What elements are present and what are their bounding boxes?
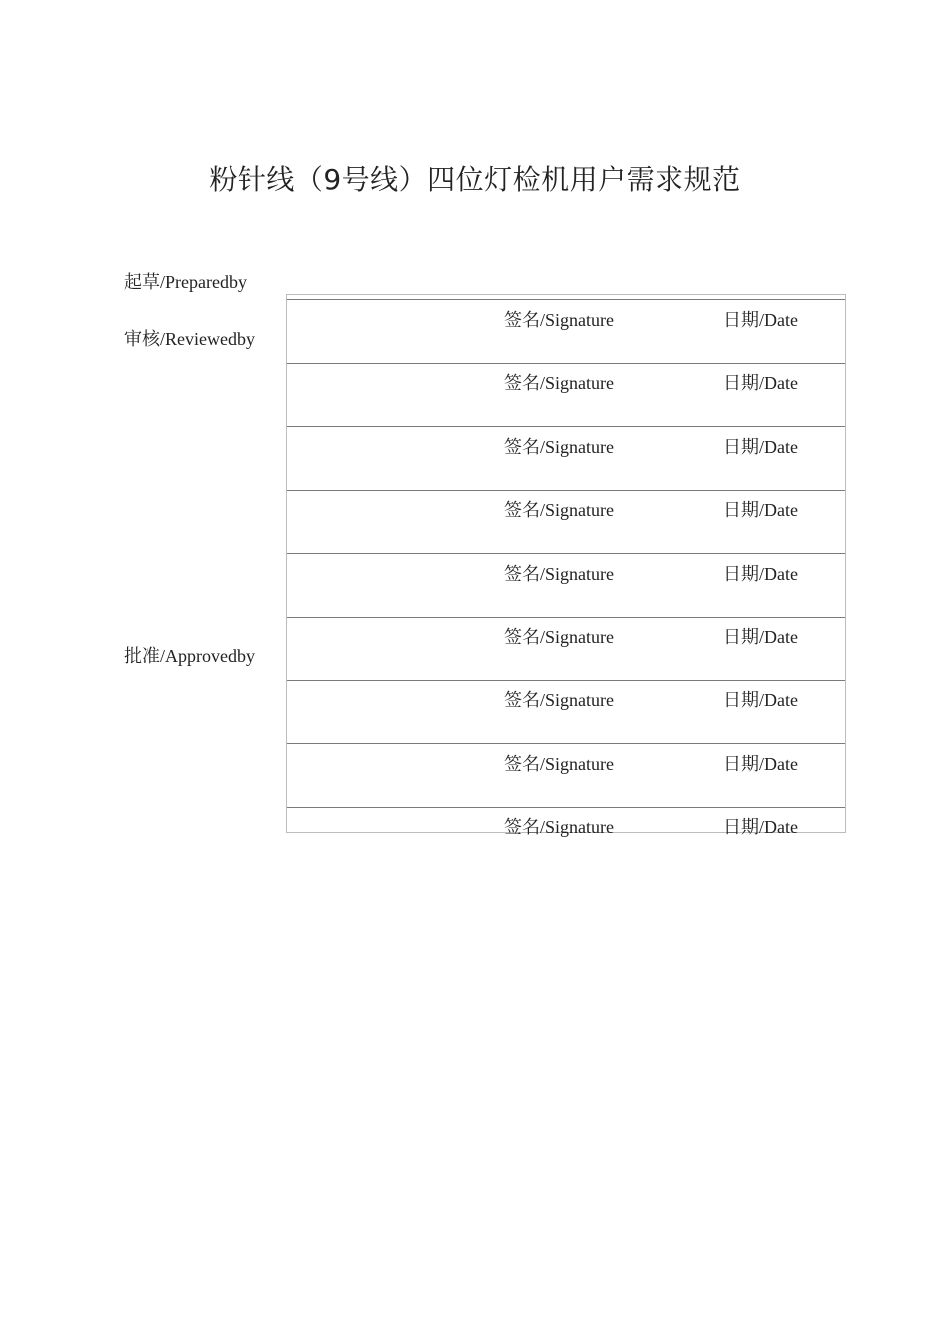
signature-row (287, 427, 845, 491)
date-label: 日期/Date (723, 564, 798, 584)
signature-row (287, 617, 845, 681)
date-label: 日期/Date (723, 437, 798, 457)
date-label: 日期/Date (723, 754, 798, 774)
date-label: 日期/Date (723, 310, 798, 330)
date-label: 日期/Date (723, 373, 798, 393)
date-label: 日期/Date (723, 690, 798, 710)
signature-row (287, 300, 845, 364)
signature-label: 签名/Signature (504, 310, 614, 330)
signature-table (286, 294, 846, 837)
date-label: 日期/Date (723, 817, 798, 837)
signature-label: 签名/Signature (504, 627, 614, 647)
signature-label: 签名/Signature (504, 817, 614, 837)
reviewed-by-label: 审核/Reviewedby (124, 329, 255, 349)
signature-row (287, 744, 845, 808)
signature-label: 签名/Signature (504, 564, 614, 584)
signature-label: 签名/Signature (504, 437, 614, 457)
signature-label: 签名/Signature (504, 690, 614, 710)
document-title: 粉针线（9号线）四位灯检机用户需求规范 (209, 163, 741, 196)
signature-row (287, 554, 845, 618)
signature-row (287, 807, 845, 837)
signature-label: 签名/Signature (504, 373, 614, 393)
date-label: 日期/Date (723, 500, 798, 520)
signature-row (287, 490, 845, 554)
date-label: 日期/Date (723, 627, 798, 647)
signature-row (287, 680, 845, 744)
signature-label: 签名/Signature (504, 754, 614, 774)
approved-by-label: 批准/Approvedby (124, 646, 255, 666)
signature-label: 签名/Signature (504, 500, 614, 520)
signature-row (287, 363, 845, 427)
prepared-by-label: 起草/Preparedby (124, 272, 247, 292)
